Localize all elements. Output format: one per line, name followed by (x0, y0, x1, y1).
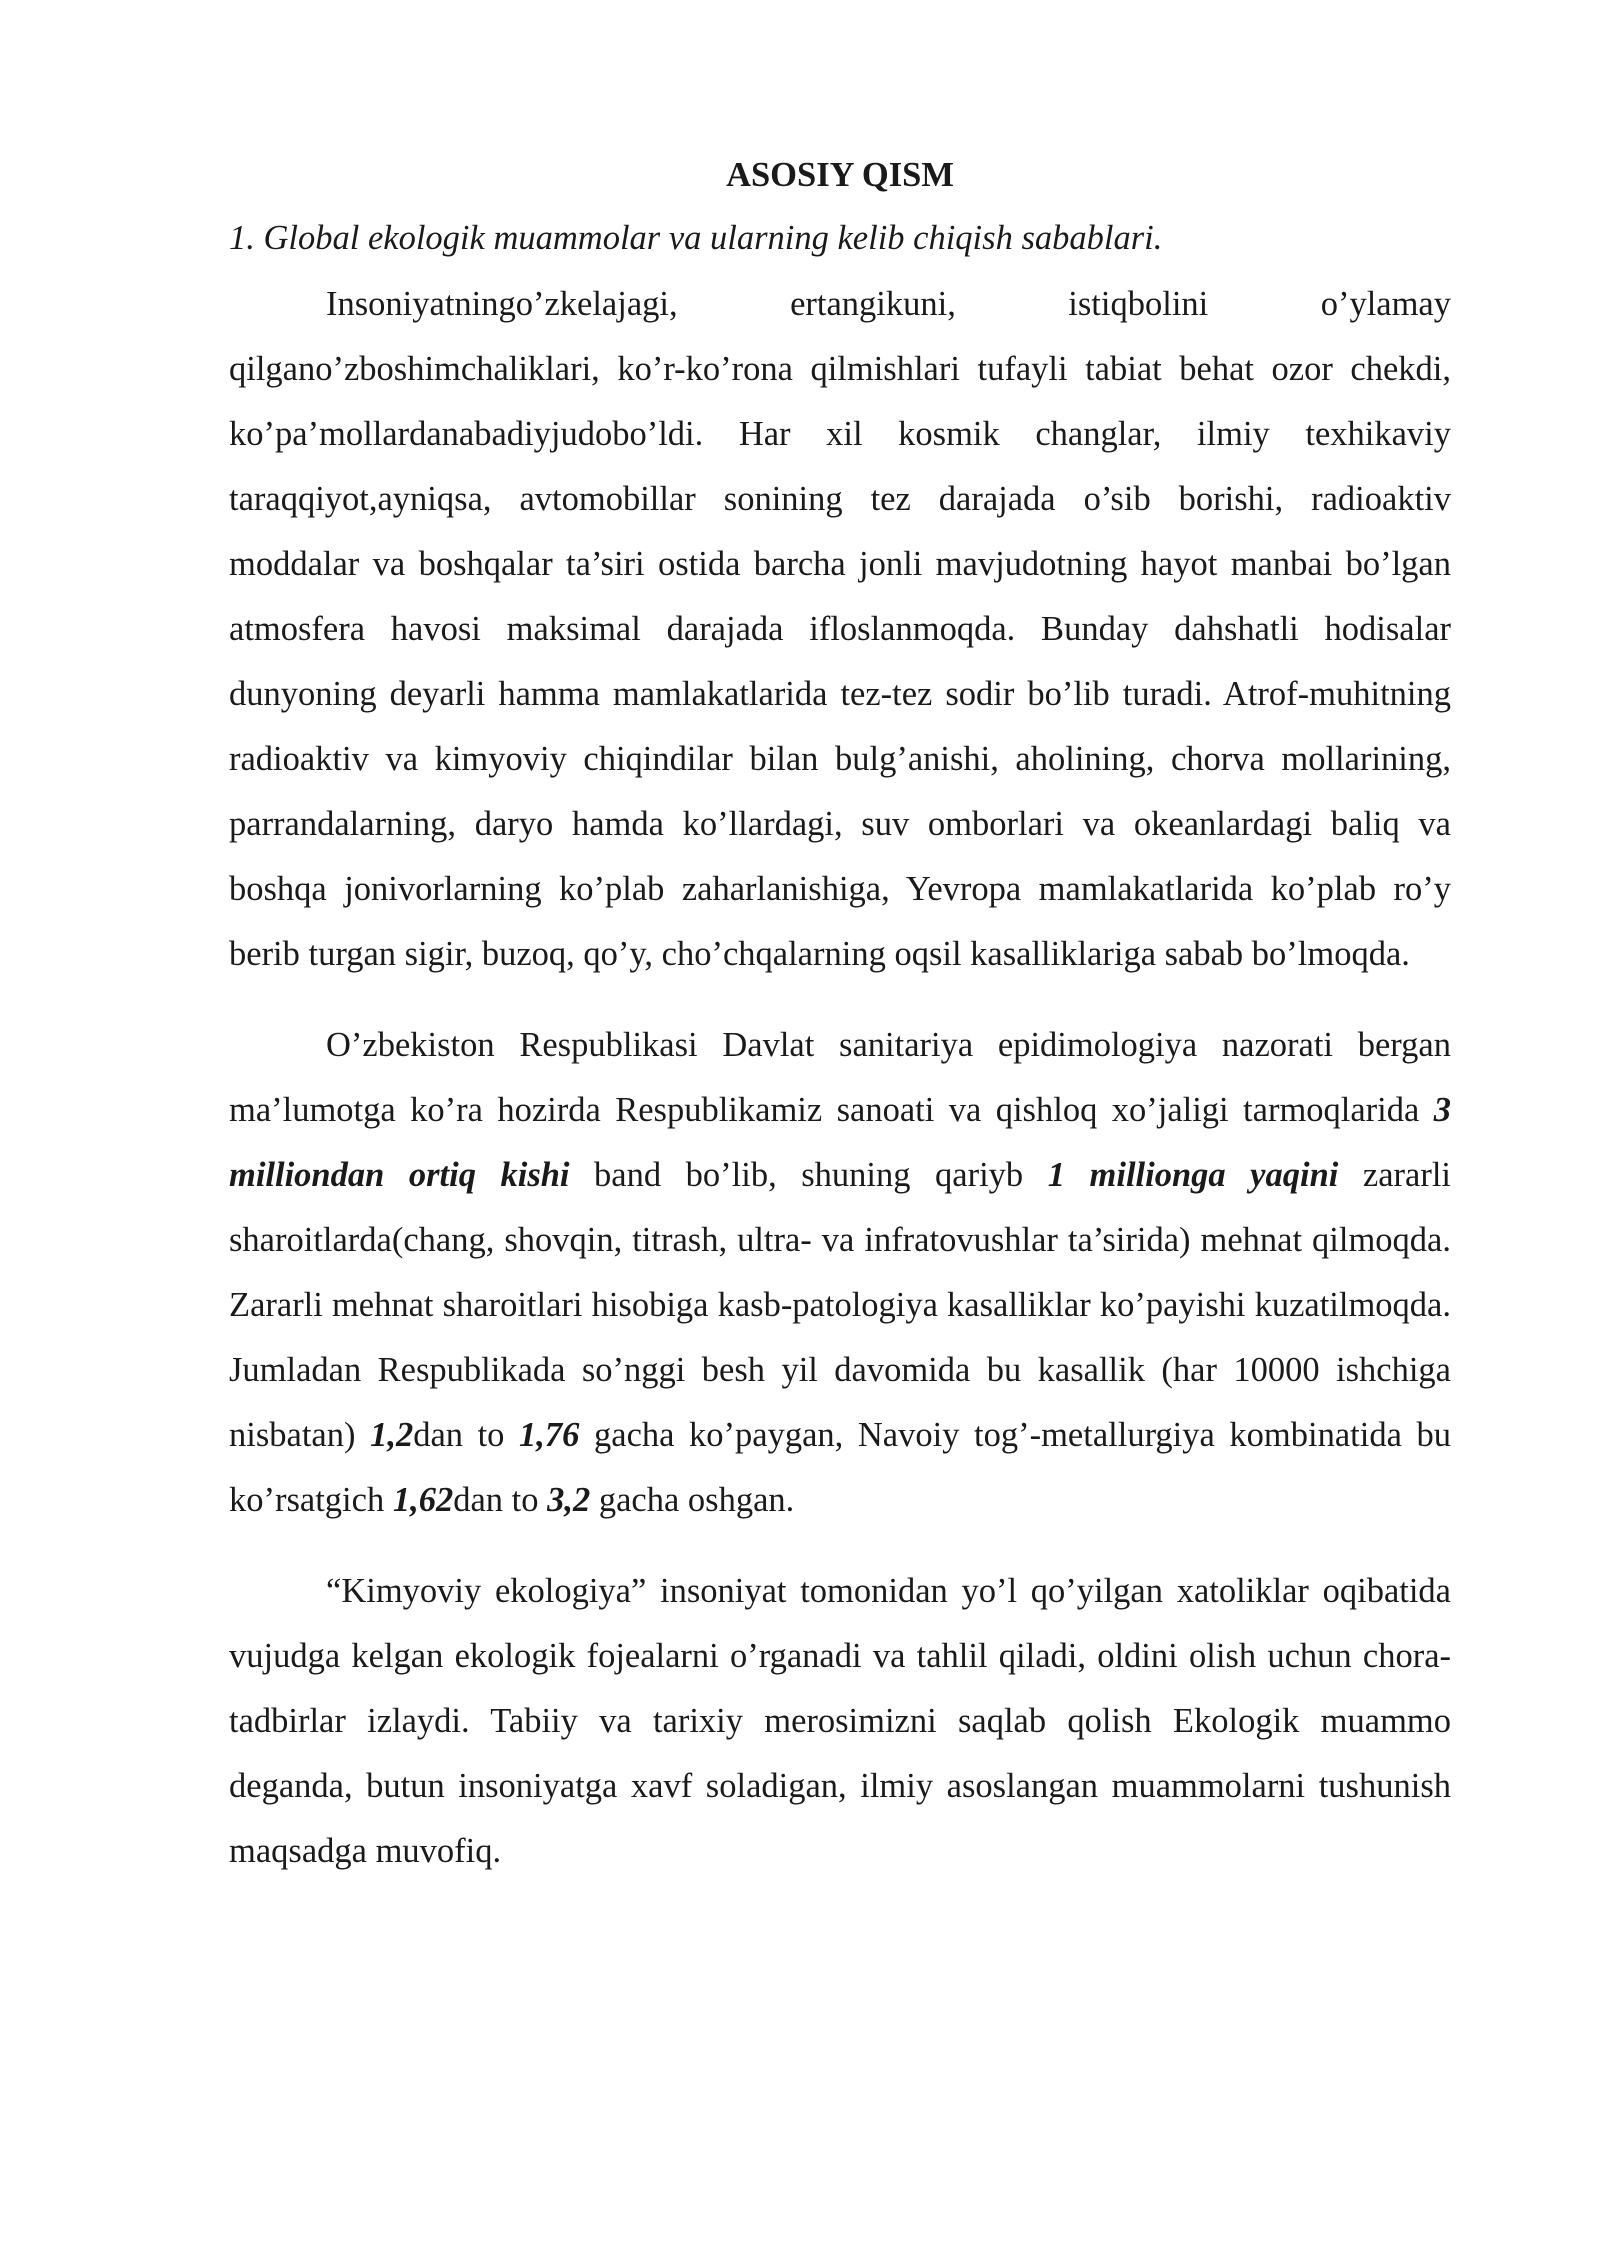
paragraph-3: “Kimyoviy ekologiya” insoniyat tomonidan yo’l qo’yilgan xatoliklar oqibatida vujudga kelgan ekologik fojealarni o’rganadi va tahlil qiladi, oldini olish uchun chora-tadbirlar izlaydi. Tabiiy va tarixiy merosimizni saqlab qolish Ekologik muammo deganda, butun insoniyatga xavf soladigan, ilmiy asoslangan muammolarni tushunish maqsadga muvofiq. (229, 1572, 1451, 1870)
paragraph-2-text: dan to (453, 1481, 548, 1519)
paragraph-2-text: gacha ko’paygan, Navoiy tog’-metallurgiya kombinatida bu ko’rsatgich (229, 1416, 1451, 1519)
document-body (229, 146, 1451, 1884)
emphasis-navoiy-end: 3,2 (547, 1481, 591, 1519)
paragraph-2-text: zararli sharoitlarda(chang, shovqin, titrash, ultra- va infratovushlar ta’sirida) mehnat qilmoqda. Zararli mehnat sharoitlari hisobiga kasb-patologiya kasalliklar ko’payishi kuzatilmoqda. Jumladan Respublikada so’nggi besh yil davomida bu kasallik (har 10000 ishchiga nisbatan) (229, 1156, 1451, 1454)
emphasis-workers-count: 3 milliondan ortiq kishi (229, 1091, 1451, 1194)
paragraph-1: Insoniyatningo’zkelajagi, ertangikuni, istiqbolini o’ylamay qilgano’zboshimchaliklari, ko’r-ko’rona qilmishlari tufayli tabiat behat ozor chekdi, ko’pa’mollardanabadiyjudobo’ldi. Har xil kosmik changlar, ilmiy texhikaviy taraqqiyot,ayniqsa, avtomobillar sonining tez darajada o’sib borishi, radioaktiv moddalar va boshqalar ta’siri ostida barcha jonli mavjudotning hayot manbai bo’lgan atmosfera havosi maksimal darajada ifloslanmoqda. Bunday dahshatli hodisalar dunyoning deyarli hamma mamlakatlarida tez-tez sodir bo’lib turadi. Atrof-muhitning radioaktiv va kimyoviy chiqindilar bilan bulg’anishi, aholining, chorva mollarining, parrandalarning, daryo hamda ko’llardagi, suv omborlari va okeanlardagi baliq va boshqa jonivorlarning ko’plab zaharlanishiga, Yevropa mamlakatlarida ko’plab ro’y berib turgan sigir, buzoq, qo’y, cho’chqalarning oqsil kasalliklariga sabab bo’lmoqda. (229, 285, 1451, 973)
emphasis-rate-end: 1,76 (519, 1416, 580, 1454)
paragraph-2 (229, 1013, 1451, 1533)
paragraph-2-text: gacha oshgan. (590, 1481, 795, 1519)
emphasis-rate-start: 1,2 (370, 1416, 414, 1454)
emphasis-navoiy-start: 1,62 (392, 1481, 454, 1519)
emphasis-harmful-count: 1 millionga yaqini (1047, 1156, 1339, 1194)
paragraph-2-text: band bo’lib, shuning qariyb (569, 1156, 1048, 1194)
paragraph-2-text: dan to (413, 1416, 520, 1454)
section-title: 1. Global ekologik muammolar va ularning kelib chiqish sabablari. (229, 219, 1163, 257)
page-heading: ASOSIY QISM (726, 156, 954, 194)
paragraph-2-text: O’zbekiston Respublikasi Davlat sanitariya epidimologiya nazorati bergan ma’lumotga ko’ra hozirda Respublikamiz sanoati va qishloq xo’jaligi tarmoqlarida (229, 1026, 1451, 1129)
